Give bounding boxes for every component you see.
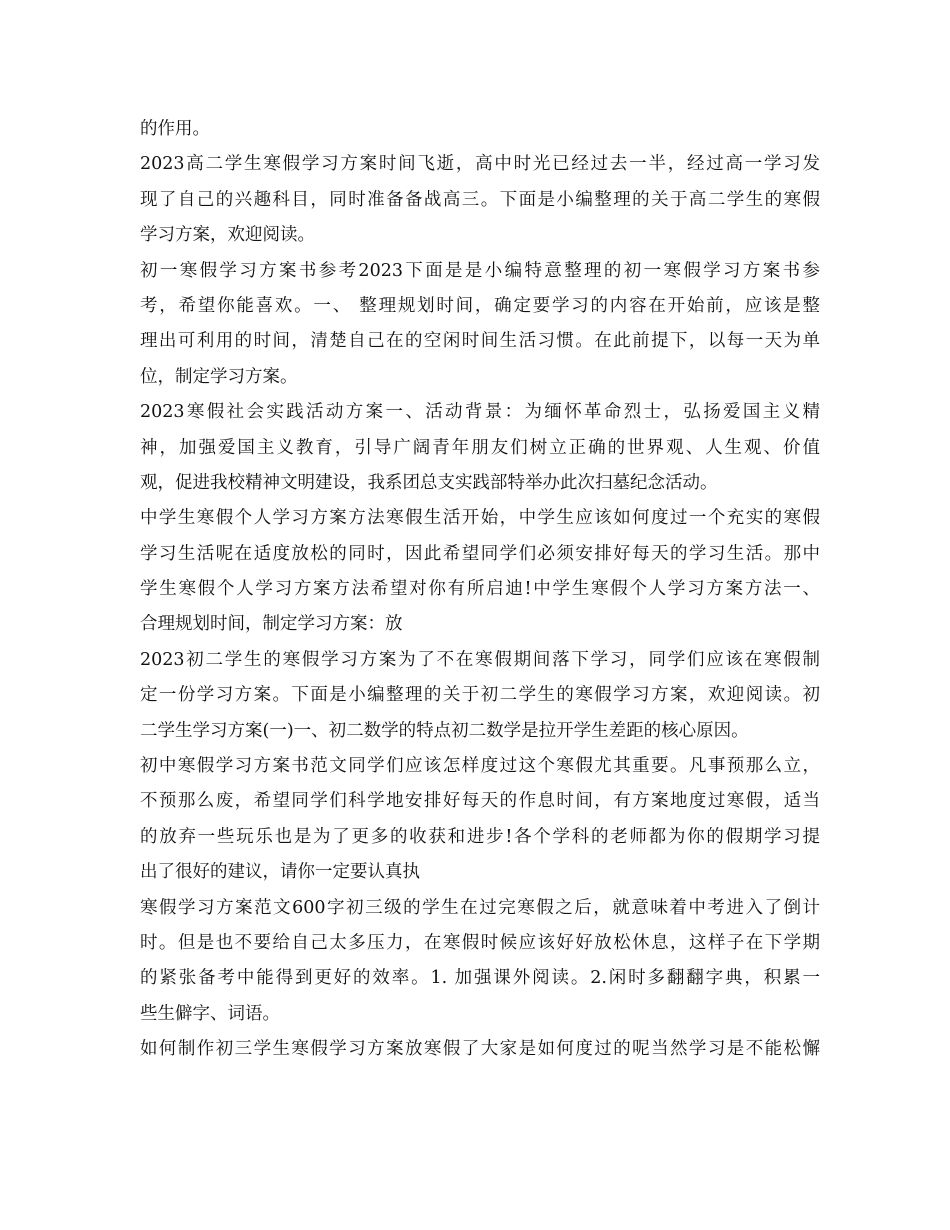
text-line: 初一寒假学习方案书参考2023下面是是小编特意整理的初一寒假学习方案书参 (140, 260, 820, 281)
text-line: 不预那么废，希望同学们科学地安排好每天的作息时间，有方案地度过寒假，适当 (140, 791, 820, 812)
text-line: 2023初二学生的寒假学习方案为了不在寒假期间落下学习，同学们应该在寒假制 (140, 649, 820, 670)
document-body (140, 112, 820, 1068)
text-line: 合理规划时间，制定学习方案：放 (140, 614, 403, 635)
text-line: 如何制作初三学生寒假学习方案放寒假了大家是如何度过的呢当然学习是不能松懈 (140, 1039, 820, 1060)
text-line: 的紧张备考中能得到更好的效率。1. 加强课外阅读。2.闲时多翻翻字典，积累一 (140, 968, 820, 989)
text-line: 学生寒假个人学习方案方法希望对你有所启迪!中学生寒假个人学习方案方法一、 (140, 579, 820, 600)
text-line: 的放弃一些玩乐也是为了更多的收获和进步!各个学科的老师都为你的假期学习提 (140, 826, 820, 847)
text-line: 学习生活呢在适度放松的同时，因此希望同学们必须安排好每天的学习生活。那中 (140, 543, 820, 564)
text-line: 寒假学习方案范文600字初三级的学生在过完寒假之后，就意味着中考进入了倒计 (140, 897, 820, 918)
text-line: 现了自己的兴趣科目，同时准备备战高三。下面是小编整理的关于高二学生的寒假 (140, 189, 820, 210)
text-line: 中学生寒假个人学习方案方法寒假生活开始，中学生应该如何度过一个充实的寒假 (140, 508, 820, 529)
text-line: 位，制定学习方案。 (140, 366, 298, 387)
text-line: 神，加强爱国主义教育，引导广阔青年朋友们树立正确的世界观、人生观、价值 (140, 437, 820, 458)
text-line: 考，希望你能喜欢。一、 整理规划时间，确定要学习的内容在开始前，应该是整 (140, 295, 820, 316)
text-line: 学习方案，欢迎阅读。 (140, 225, 315, 246)
text-line: 观，促进我校精神文明建设，我系团总支实践部特举办此次扫墓纪念活动。 (140, 472, 718, 493)
text-line: 二学生学习方案(一)一、初二数学的特点初二数学是拉开学生差距的核心原因。 (140, 720, 749, 741)
text-line: 理出可利用的时间，清楚自己在的空闲时间生活习惯。在此前提下，以每一天为单 (140, 331, 820, 352)
text-line: 2023高二学生寒假学习方案时间飞逝，高中时光已经过去一半，经过高一学习发 (140, 154, 820, 175)
text-line: 初中寒假学习方案书范文同学们应该怎样度过这个寒假尤其重要。凡事预那么立， (140, 756, 820, 777)
text-line: 出了很好的建议，请你一定要认真执 (140, 862, 420, 883)
text-line: 些生僻字、词语。 (140, 1003, 280, 1024)
text-line: 时。但是也不要给自己太多压力，在寒假时候应该好好放松休息，这样子在下学期 (140, 932, 820, 953)
text-line: 定一份学习方案。下面是小编整理的关于初二学生的寒假学习方案，欢迎阅读。初 (140, 685, 820, 706)
text-line: 2023寒假社会实践活动方案一、活动背景：为缅怀革命烈士，弘扬爱国主义精 (140, 402, 820, 423)
text-line: 的作用。 (140, 119, 210, 139)
